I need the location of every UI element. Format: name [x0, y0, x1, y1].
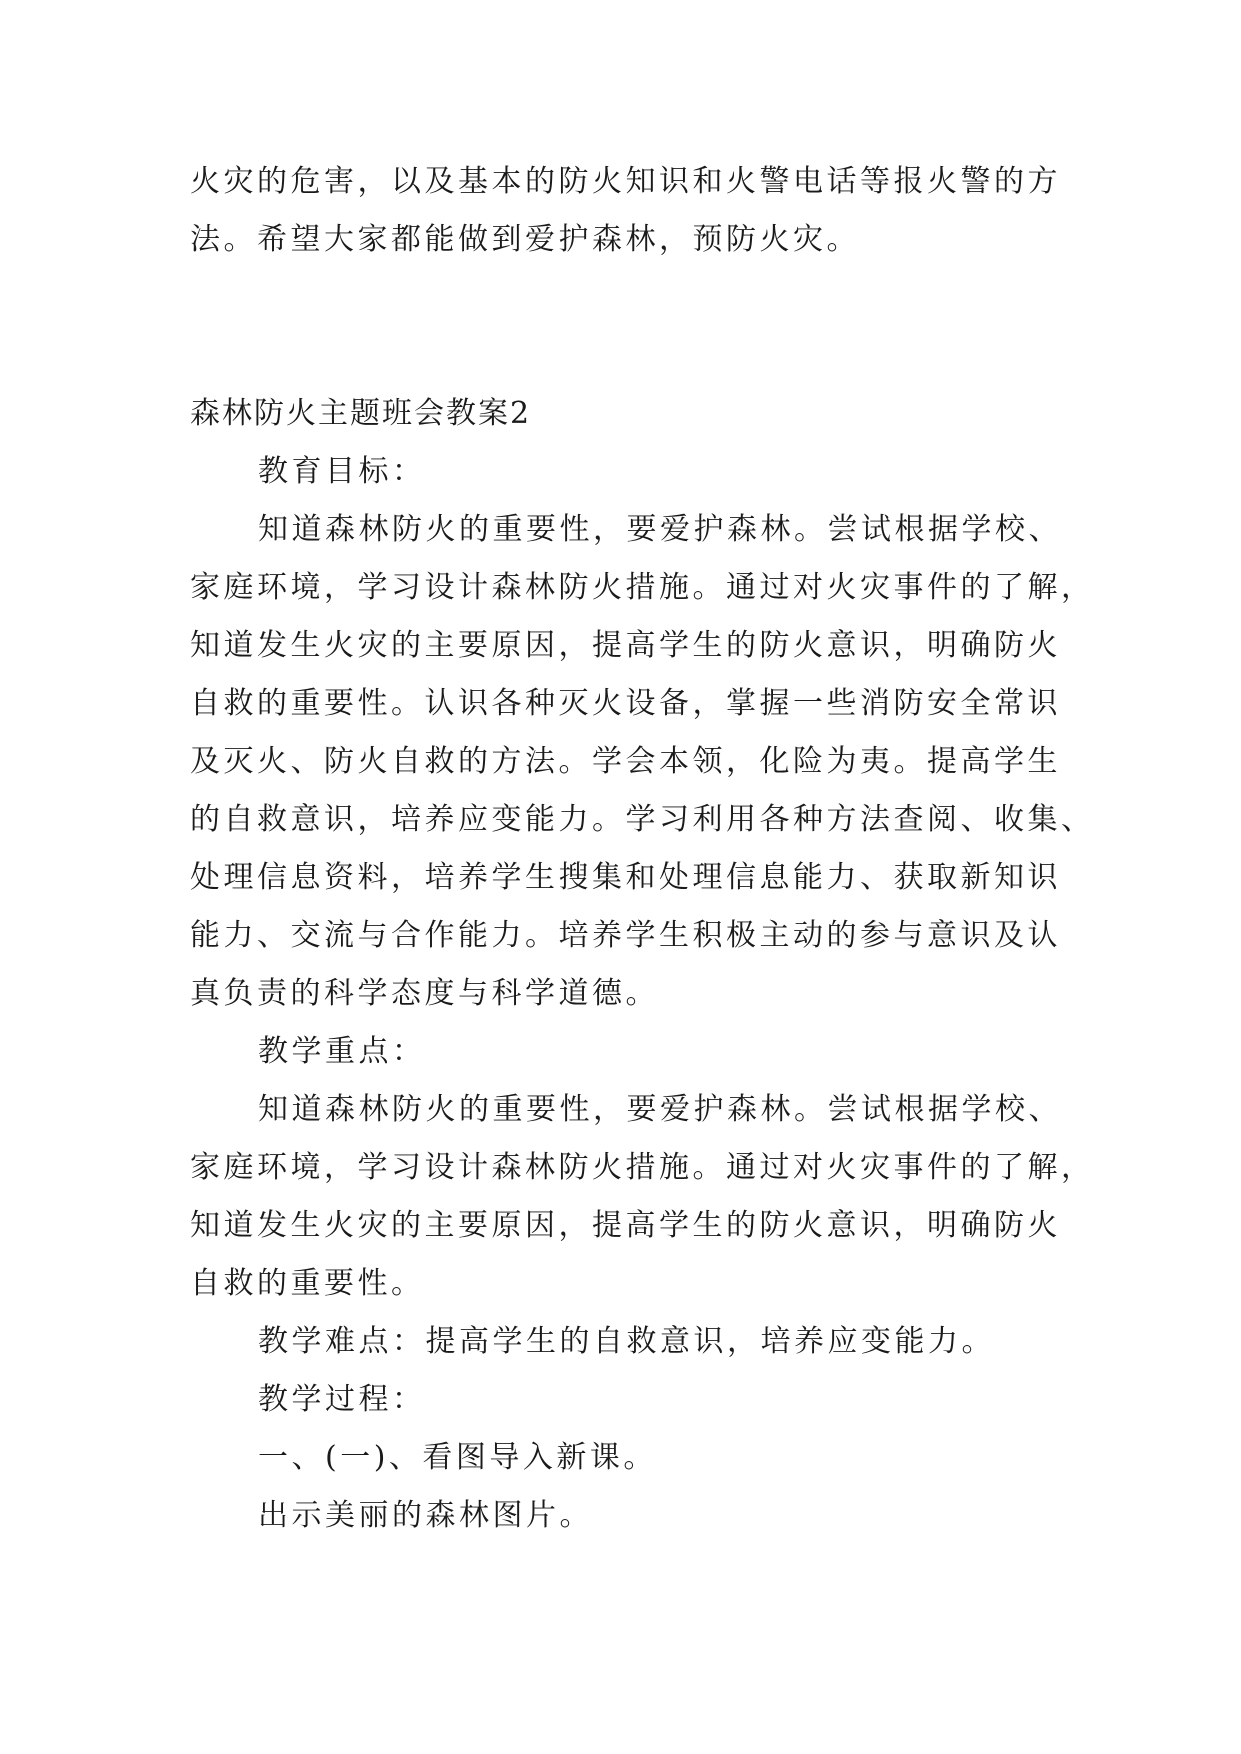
section-title: 森林防火主题班会教案2 — [190, 396, 532, 431]
paragraph-line: 知道发生火灾的主要原因，提高学生的防火意识，明确防火 — [190, 628, 1061, 663]
paragraph-line: 家庭环境，学习设计森林防火措施。通过对火灾事件的了解， — [190, 570, 1095, 605]
paragraph-line: 知道发生火灾的主要原因，提高学生的防火意识，明确防火 — [190, 1208, 1061, 1243]
paragraph-line: 能力、交流与合作能力。培养学生积极主动的参与意识及认 — [190, 918, 1061, 953]
paragraph-line: 出示美丽的森林图片。 — [258, 1498, 593, 1533]
paragraph-line: 法。希望大家都能做到爱护森林，预防火灾。 — [190, 222, 860, 257]
paragraph-line: 火灾的危害，以及基本的防火知识和火警电话等报火警的方 — [190, 164, 1061, 199]
subheading-teaching-process: 教学过程： — [258, 1382, 426, 1417]
paragraph-line: 的自救意识，培养应变能力。学习利用各种方法查阅、收集、 — [190, 802, 1095, 837]
paragraph-line: 知道森林防火的重要性，要爱护森林。尝试根据学校、 — [258, 1092, 1062, 1127]
subheading-teaching-difficulty: 教学难点：提高学生的自救意识，培养应变能力。 — [258, 1324, 995, 1359]
subheading-teaching-focus: 教学重点： — [258, 1034, 426, 1069]
subheading-education-goals: 教育目标： — [258, 454, 426, 489]
paragraph-line: 自救的重要性。 — [190, 1266, 425, 1301]
paragraph-line: 知道森林防火的重要性，要爱护森林。尝试根据学校、 — [258, 512, 1062, 547]
paragraph-line: 一、(一)、看图导入新课。 — [258, 1440, 657, 1475]
paragraph-line: 自救的重要性。认识各种灭火设备，掌握一些消防安全常识 — [190, 686, 1061, 721]
paragraph-line: 处理信息资料，培养学生搜集和处理信息能力、获取新知识 — [190, 860, 1061, 895]
paragraph-line: 真负责的科学态度与科学道德。 — [190, 976, 659, 1011]
paragraph-line: 及灭火、防火自救的方法。学会本领，化险为夷。提高学生 — [190, 744, 1061, 779]
paragraph-line: 家庭环境，学习设计森林防火措施。通过对火灾事件的了解， — [190, 1150, 1095, 1185]
